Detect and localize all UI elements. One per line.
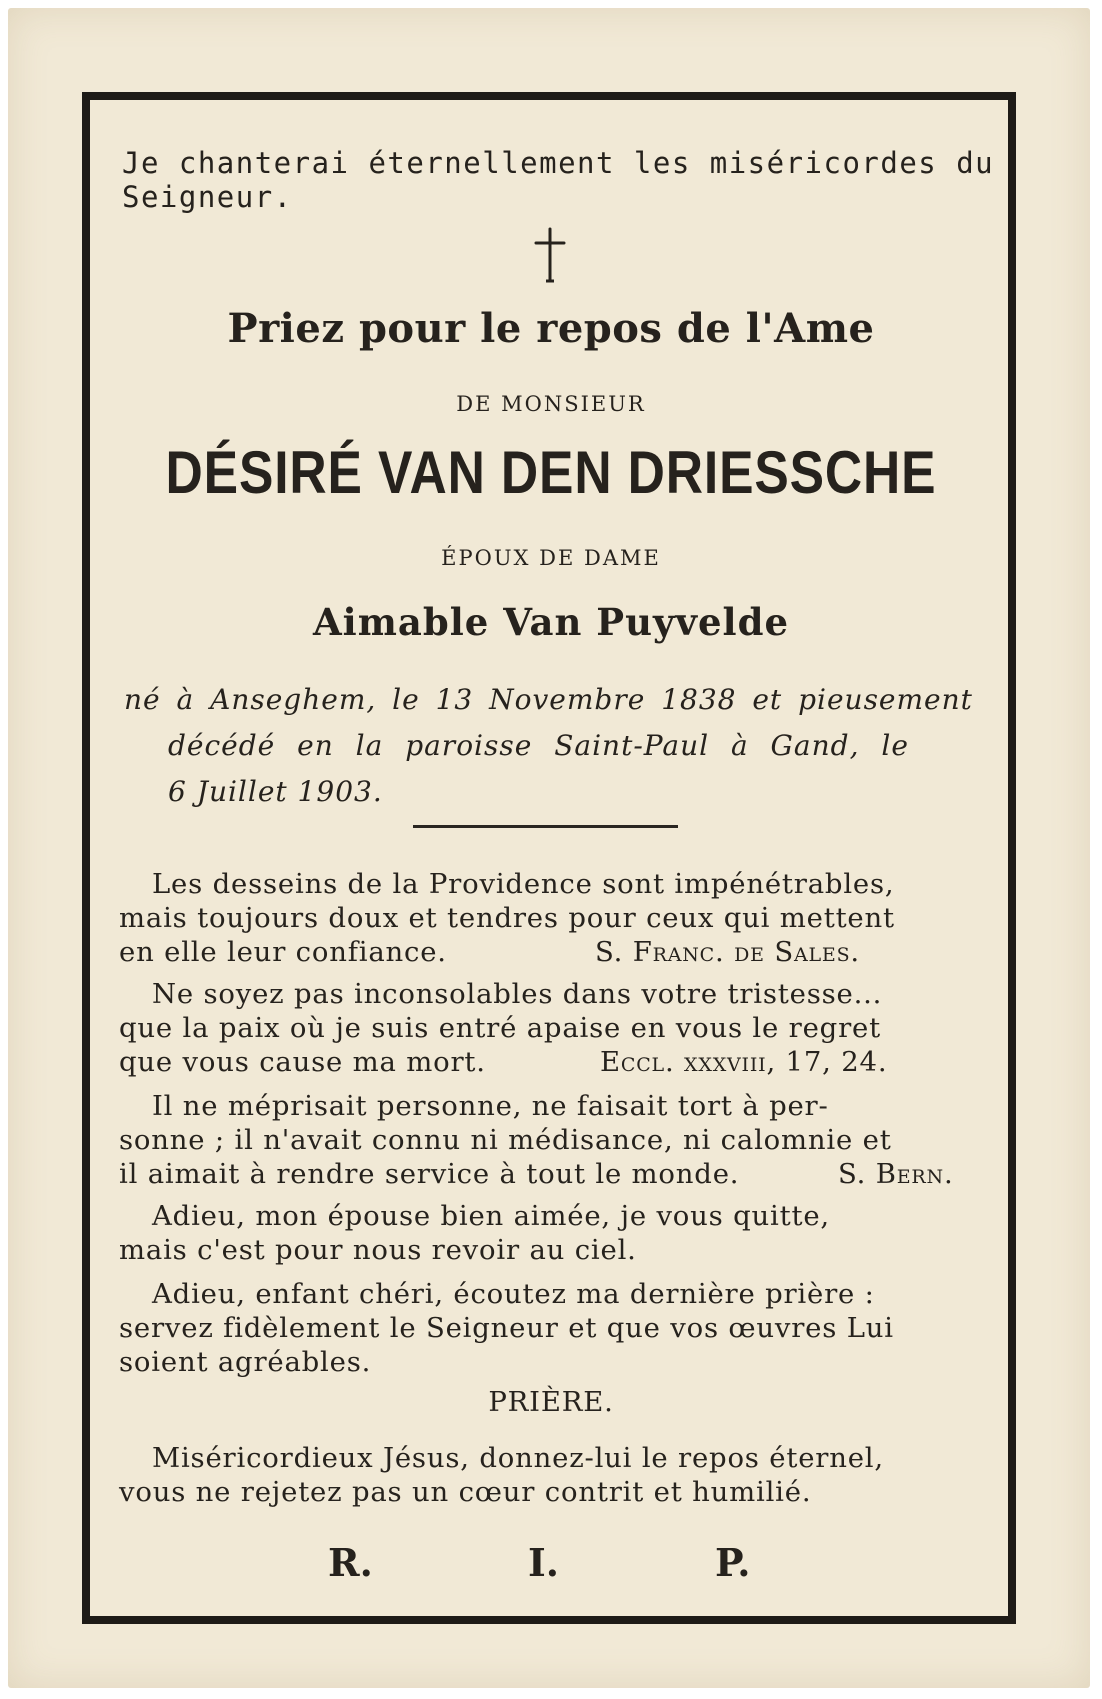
quote-2-line-3: que vous cause ma mort. [119,1046,486,1078]
epigraph-line-1: Je chanterai éternellement les miséricordes du [122,146,995,180]
quote-2-line-2: que la paix où je suis entré apaise en vous le regret [119,1012,881,1044]
farewell-spouse-line-1: Adieu, mon épouse bien aimée, je vous quitte, [152,1200,830,1232]
priere-title: PRIÈRE. [488,1386,614,1418]
quote-3-source: S. Bern. [838,1158,954,1190]
quote-3-line-2: sonne ; il n'avait connu ni médisance, ni calomnie et [119,1124,892,1156]
heading-priez: Priez pour le repos de l'Ame [227,305,875,352]
birth-death-line-3: 6 Juillet 1903. [168,775,383,808]
farewell-spouse-line-2: mais c'est pour nous revoir au ciel. [119,1234,637,1266]
epoux-de-dame: ÉPOUX DE DAME [441,546,661,570]
rip-p: P. [715,1540,751,1585]
quote-1-line-2: mais toujours doux et tendres pour ceux qui mettent [119,902,895,934]
de-monsieur: DE MONSIEUR [456,392,646,416]
spouse-name: Aimable Van Puyvelde [312,600,790,644]
quote-2-source: Eccl. xxxviii, 17, 24. [600,1046,888,1078]
farewell-child-line-3: soient agréables. [119,1346,372,1378]
priere-line-2: vous ne rejetez pas un cœur contrit et humilié. [119,1476,812,1508]
deceased-name: DÉSIRÉ VAN DEN DRIESSCHE [165,439,937,506]
rip-r: R. [328,1540,373,1585]
quote-2-line-1: Ne soyez pas inconsolables dans votre tristesse... [152,978,883,1010]
epigraph-line-2: Seigneur. [122,180,293,214]
rip-i: I. [528,1540,560,1585]
priere-line-1: Miséricordieux Jésus, donnez-lui le repos éternel, [152,1442,884,1474]
cross-icon [520,225,580,285]
quote-1-source: S. Franc. de Sales. [595,936,860,968]
birth-death-line-1: né à Anseghem, le 13 Novembre 1838 et pieusement [124,683,973,716]
birth-death-line-2: décédé en la paroisse Saint-Paul à Gand, le [168,729,909,762]
farewell-child-line-2: servez fidèlement le Seigneur et que vos œuvres Lui [119,1312,894,1344]
quote-1-line-1: Les desseins de la Providence sont impénétrables, [152,868,895,900]
quote-3-line-3: il aimait à rendre service à tout le monde. [119,1158,740,1190]
farewell-child-line-1: Adieu, enfant chéri, écoutez ma dernière prière : [152,1278,875,1310]
quote-3-line-1: Il ne méprisait personne, ne faisait tort à per- [152,1090,829,1122]
divider-rule [413,825,678,828]
quote-1-line-3: en elle leur confiance. [119,936,447,968]
